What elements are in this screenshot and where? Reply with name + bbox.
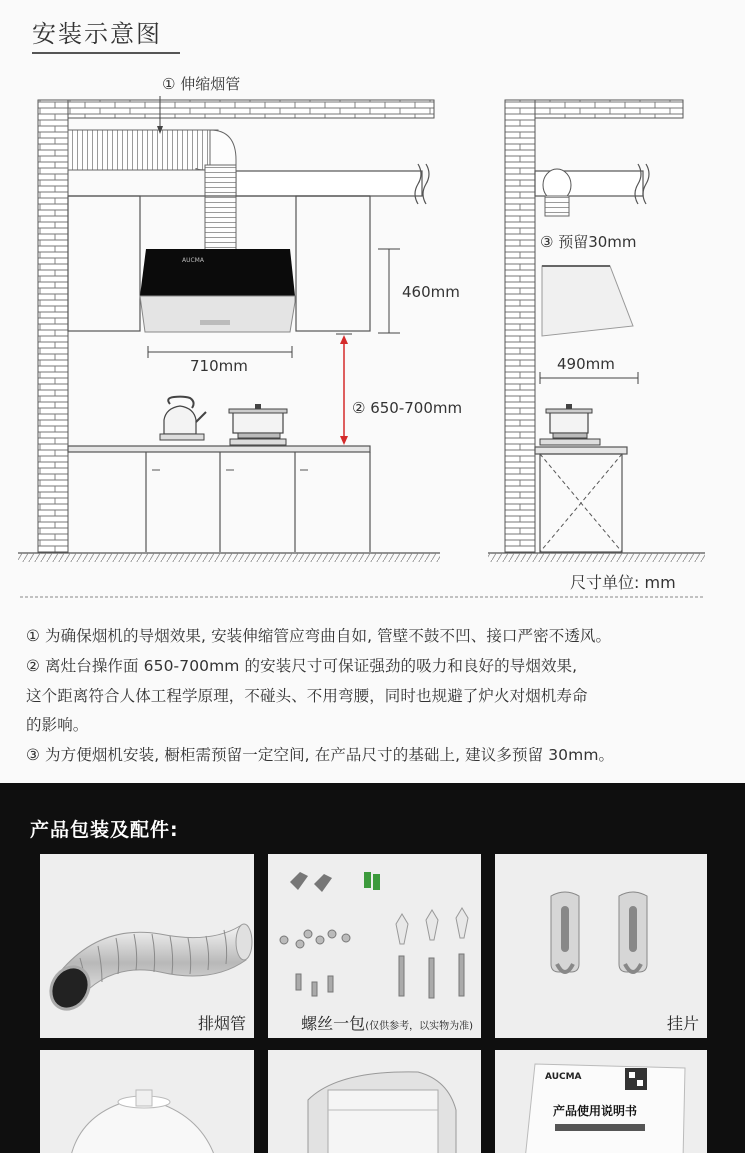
exhaust-duct-label: 排烟管	[197, 1014, 246, 1033]
flex-duct-horizontal	[68, 130, 218, 170]
card-manual	[495, 1050, 707, 1153]
pot	[229, 404, 287, 445]
hanging-plates-label: 挂片	[666, 1014, 699, 1033]
card-screws	[268, 854, 481, 1038]
section-title: 安装示意图	[32, 20, 162, 48]
screws-label-main: 螺丝一包	[301, 1014, 366, 1033]
note-2-end: 的影响。	[26, 716, 89, 734]
width-label: 710mm	[190, 357, 248, 375]
card-check-valve	[268, 1050, 481, 1153]
duct-label: ① 伸缩烟管	[162, 75, 241, 93]
card-cone-adapter	[40, 1050, 254, 1153]
card-exhaust-duct	[40, 854, 254, 1038]
note-3: ③ 为方便烟机安装, 橱柜需预留一定空间, 在产品尺寸的基础上, 建议多预留 30mm。	[26, 746, 615, 764]
check-valve-image	[268, 1050, 481, 1153]
right-wall	[505, 100, 535, 552]
screws-label	[301, 1011, 473, 1034]
range-hood	[140, 249, 295, 332]
left-wall	[38, 100, 68, 552]
distance-label: ② 650-700mm	[352, 399, 463, 417]
package-title: 产品包装及配件:	[30, 819, 179, 841]
depth-label: 490mm	[557, 355, 615, 373]
screws-label-note: (仅供参考，以实物为准)	[365, 1021, 473, 1032]
kettle	[160, 397, 206, 440]
note-2: ② 离灶台操作面 650-700mm 的安装尺寸可保证强劲的吸力和良好的导烟效果,	[26, 657, 578, 675]
note-1: ① 为确保烟机的导烟效果, 安装伸缩管应弯曲自如, 管壁不鼓不凹、接口严密不透风。	[26, 627, 612, 645]
reserve-label: ③ 预留30mm	[540, 233, 637, 251]
note-2-cont: 这个距离符合人体工程学原理，不碰头、不用弯腰，同时也规避了炉火对烟机寿命	[26, 687, 588, 705]
svg-text:AUCMA: AUCMA	[182, 257, 204, 264]
flex-duct-vertical	[205, 165, 236, 250]
card-hanging-plates	[495, 854, 707, 1038]
manual-title: 产品使用说明书	[553, 1104, 638, 1118]
hood-side-view	[542, 266, 633, 336]
cone-adapter-image	[40, 1050, 254, 1153]
height-label: 460mm	[402, 283, 460, 301]
manual-brand: AUCMA	[545, 1072, 582, 1082]
unit-label: 尺寸单位: mm	[570, 573, 676, 592]
ceiling-wall	[68, 100, 434, 118]
